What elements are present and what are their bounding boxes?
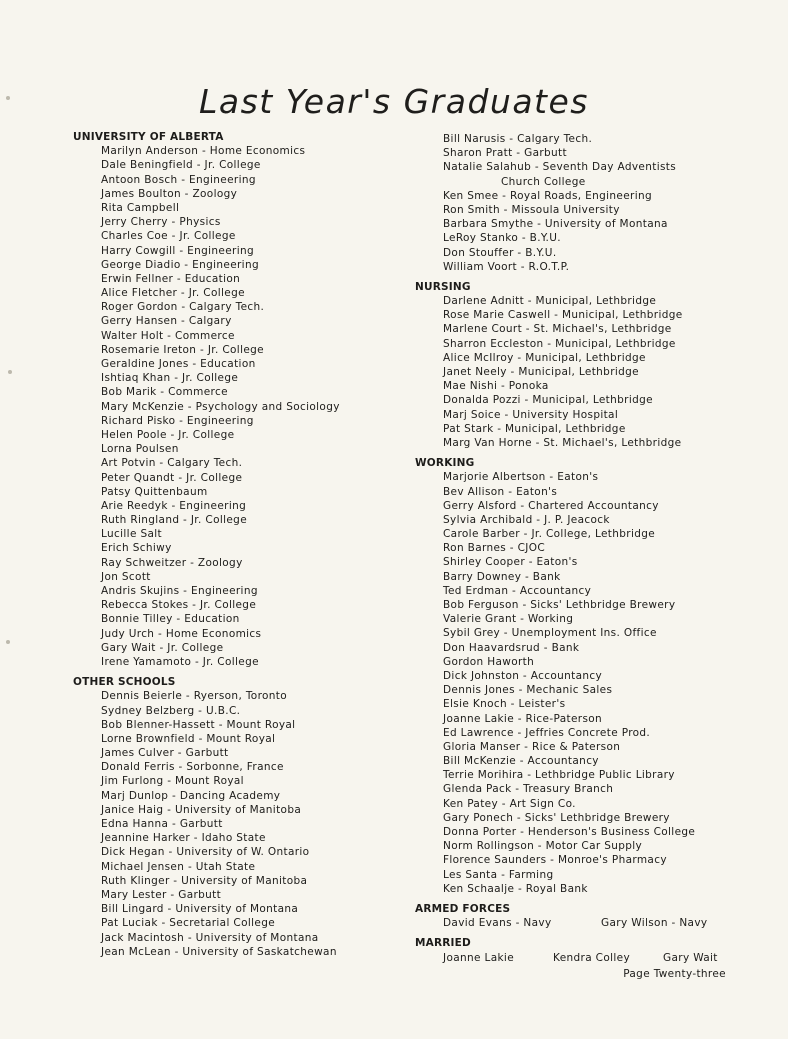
university-of-alberta-list: [73, 144, 403, 669]
list-item: Walter Holt - Commerce: [101, 329, 235, 342]
section-heading-university-of-alberta: UNIVERSITY OF ALBERTA: [73, 131, 224, 143]
left-column: [73, 130, 403, 959]
list-item: Sharron Eccleston - Municipal, Lethbridge: [443, 337, 676, 350]
list-item: Gerry Alsford - Chartered Accountancy: [443, 499, 659, 512]
list-item: Michael Jensen - Utah State: [101, 860, 256, 873]
list-item: George Diadio - Engineering: [101, 258, 259, 271]
list-item: Donald Ferris - Sorbonne, France: [101, 761, 284, 774]
list-item: Andris Skujins - Engineering: [101, 585, 258, 597]
list-item: Rosemarie Ireton - Jr. College: [101, 343, 264, 356]
list-item: Art Potvin - Calgary Tech.: [101, 457, 243, 470]
list-item: Alice Fletcher - Jr. College: [101, 287, 245, 300]
list-item: Marilyn Anderson - Home Economics: [101, 145, 306, 158]
list-item: William Voort - R.O.T.P.: [443, 260, 570, 273]
list-item: Pat Stark - Municipal, Lethbridge: [443, 422, 626, 435]
other-schools-continued-tail: [415, 189, 745, 274]
list-item: Jerry Cherry - Physics: [101, 216, 221, 229]
list-item: Arie Reedyk - Engineering: [101, 499, 247, 512]
list-item: Lorne Brownfield - Mount Royal: [101, 732, 276, 745]
list-item: Mary McKenzie - Psychology and Sociology: [101, 400, 340, 413]
list-item: Ray Schweitzer - Zoology: [101, 556, 243, 569]
list-item: David Evans - Navy: [443, 917, 552, 930]
list-item: Lorna Poulsen: [101, 443, 179, 456]
list-item: James Boulton - Zoology: [101, 187, 238, 200]
list-item: Janice Haig - University of Manitoba: [101, 803, 302, 816]
list-item: Marlene Court - St. Michael's, Lethbridge: [443, 323, 672, 336]
list-item: Harry Cowgill - Engineering: [101, 244, 255, 257]
list-item: Mae Nishi - Ponoka: [443, 380, 549, 393]
list-item: Pat Luciak - Secretarial College: [101, 917, 276, 930]
list-item: Carole Barber - Jr. College, Lethbridge: [443, 528, 656, 541]
list-item: Dale Beningfield - Jr. College: [101, 159, 261, 172]
list-item: Ed Lawrence - Jeffries Concrete Prod.: [443, 726, 651, 739]
list-item: Patsy Quittenbaum: [101, 485, 208, 498]
list-item: Sybil Grey - Unemployment Ins. Office: [443, 627, 657, 640]
list-item: Les Santa - Farming: [443, 868, 554, 881]
list-item: Jack Macintosh - University of Montana: [101, 931, 319, 944]
list-item: Erich Schiwy: [101, 542, 172, 555]
list-item: Bev Allison - Eaton's: [443, 485, 558, 498]
list-item: Irene Yamamoto - Jr. College: [101, 655, 259, 668]
list-item: Ken Smee - Royal Roads, Engineering: [443, 189, 652, 202]
list-item: Donna Porter - Henderson's Business College: [443, 826, 696, 838]
married-row: [415, 951, 745, 965]
section-heading-working: WORKING: [415, 457, 475, 470]
list-item: Bob Blenner-Hassett - Mount Royal: [101, 718, 296, 731]
list-item: Alice McIlroy - Municipal, Lethbridge: [443, 351, 646, 364]
list-item: Gary Ponech - Sicks' Lethbridge Brewery: [443, 811, 670, 824]
list-item: Sharon Pratt - Garbutt: [443, 147, 567, 160]
list-item: Edna Hanna - Garbutt: [101, 818, 223, 830]
section-heading-nursing: NURSING: [415, 280, 471, 293]
list-item: Peter Quandt - Jr. College: [101, 471, 243, 484]
list-item: Church College: [501, 175, 586, 188]
list-item: Rebecca Stokes - Jr. College: [101, 599, 257, 612]
list-item: Ron Barnes - CJOC: [443, 542, 546, 555]
list-item: Judy Urch - Home Economics: [101, 627, 262, 640]
list-item: Erwin Fellner - Education: [101, 272, 241, 285]
other-schools-continued-list: [415, 132, 745, 175]
other-schools-list: [73, 689, 403, 959]
list-item: Gary Wait - Jr. College: [101, 641, 224, 654]
right-column: [415, 132, 745, 965]
list-item: Dick Hegan - University of W. Ontario: [101, 846, 310, 859]
list-item: Bill Narusis - Calgary Tech.: [443, 133, 593, 145]
list-item: Barbara Smythe - University of Montana: [443, 218, 668, 231]
list-item: Gary Wilson - Navy: [601, 917, 708, 930]
page-number: Page Twenty-three: [623, 968, 726, 980]
list-item: Marjorie Albertson - Eaton's: [443, 471, 599, 484]
list-item: Natalie Salahub - Seventh Day Adventists: [443, 161, 677, 174]
list-item: Bill McKenzie - Accountancy: [443, 755, 599, 768]
list-item: Roger Gordon - Calgary Tech.: [101, 301, 265, 314]
list-item: Gerry Hansen - Calgary: [101, 315, 232, 328]
list-item: Helen Poole - Jr. College: [101, 428, 235, 441]
page-title: Last Year's Graduates: [199, 82, 589, 121]
list-item: Marj Soice - University Hospital: [443, 408, 619, 421]
list-item: Florence Saunders - Monroe's Pharmacy: [443, 854, 667, 867]
list-item: Joanne Lakie: [443, 951, 515, 964]
list-item: Jon Scott: [101, 570, 151, 583]
list-item: Ruth Ringland - Jr. College: [101, 514, 248, 527]
list-item: Mary Lester - Garbutt: [101, 888, 222, 901]
list-item: Kendra Colley: [553, 951, 631, 964]
list-item: Jean McLean - University of Saskatchewan: [101, 945, 337, 958]
list-item: Sydney Belzberg - U.B.C.: [101, 704, 241, 717]
list-item: Ken Schaalje - Royal Bank: [443, 882, 588, 895]
list-item: Rose Marie Caswell - Municipal, Lethbridge: [443, 309, 683, 322]
list-item: Bob Marik - Commerce: [101, 386, 228, 399]
list-item: Ishtiaq Khan - Jr. College: [101, 372, 239, 385]
list-item: Donalda Pozzi - Municipal, Lethbridge: [443, 394, 653, 407]
list-item: Dennis Beierle - Ryerson, Toronto: [101, 690, 288, 703]
list-item: Don Stouffer - B.Y.U.: [443, 246, 557, 259]
list-item: Jim Furlong - Mount Royal: [101, 775, 244, 788]
list-item: Joanne Lakie - Rice-Paterson: [443, 712, 603, 725]
nursing-list: [415, 294, 745, 450]
list-item: Charles Coe - Jr. College: [101, 230, 236, 243]
paper-speck: [6, 640, 10, 644]
paper-speck: [8, 370, 12, 374]
list-item: Valerie Grant - Working: [443, 613, 574, 626]
list-item: Bob Ferguson - Sicks' Lethbridge Brewery: [443, 599, 676, 611]
list-item: Lucille Salt: [101, 528, 162, 541]
list-item: Bill Lingard - University of Montana: [101, 903, 299, 916]
list-item: Richard Pisko - Engineering: [101, 414, 254, 427]
armed-forces-row: [415, 916, 745, 930]
list-item: Marg Van Horne - St. Michael's, Lethbridge: [443, 436, 682, 449]
section-heading-other-schools: OTHER SCHOOLS: [73, 676, 176, 689]
list-item: Dennis Jones - Mechanic Sales: [443, 684, 613, 697]
list-item: Janet Neely - Municipal, Lethbridge: [443, 366, 639, 378]
list-item: Darlene Adnitt - Municipal, Lethbridge: [443, 295, 657, 308]
section-heading-married: MARRIED: [415, 937, 471, 950]
list-item: Dick Johnston - Accountancy: [443, 669, 603, 682]
list-item: Terrie Morihira - Lethbridge Public Library: [443, 769, 675, 782]
list-item: Geraldine Jones - Education: [101, 358, 256, 370]
list-item: Antoon Bosch - Engineering: [101, 173, 256, 186]
list-item: James Culver - Garbutt: [101, 747, 229, 760]
list-item: Rita Campbell: [101, 201, 180, 214]
list-item: Jeannine Harker - Idaho State: [101, 832, 266, 845]
list-item: Gary Wait: [663, 951, 718, 964]
list-item: Norm Rollingson - Motor Car Supply: [443, 840, 643, 853]
list-item: Shirley Cooper - Eaton's: [443, 556, 578, 569]
working-list: [415, 470, 745, 896]
list-item: Ruth Klinger - University of Manitoba: [101, 874, 308, 887]
list-item: LeRoy Stanko - B.Y.U.: [443, 232, 561, 245]
list-item: Elsie Knoch - Leister's: [443, 698, 566, 711]
list-item: Ron Smith - Missoula University: [443, 203, 620, 216]
list-item: Marj Dunlop - Dancing Academy: [101, 789, 281, 802]
list-item: Bonnie Tilley - Education: [101, 613, 240, 626]
list-item: Gordon Haworth: [443, 655, 535, 668]
list-item: Gloria Manser - Rice & Paterson: [443, 740, 621, 753]
list-item: Sylvia Archibald - J. P. Jeacock: [443, 513, 610, 526]
list-item: Barry Downey - Bank: [443, 570, 561, 583]
list-item: Don Haavardsrud - Bank: [443, 641, 580, 654]
section-heading-armed-forces: ARMED FORCES: [415, 902, 511, 915]
list-item: Ken Patey - Art Sign Co.: [443, 797, 576, 810]
list-item: Ted Erdman - Accountancy: [443, 584, 592, 597]
list-item: Glenda Pack - Treasury Branch: [443, 783, 614, 796]
